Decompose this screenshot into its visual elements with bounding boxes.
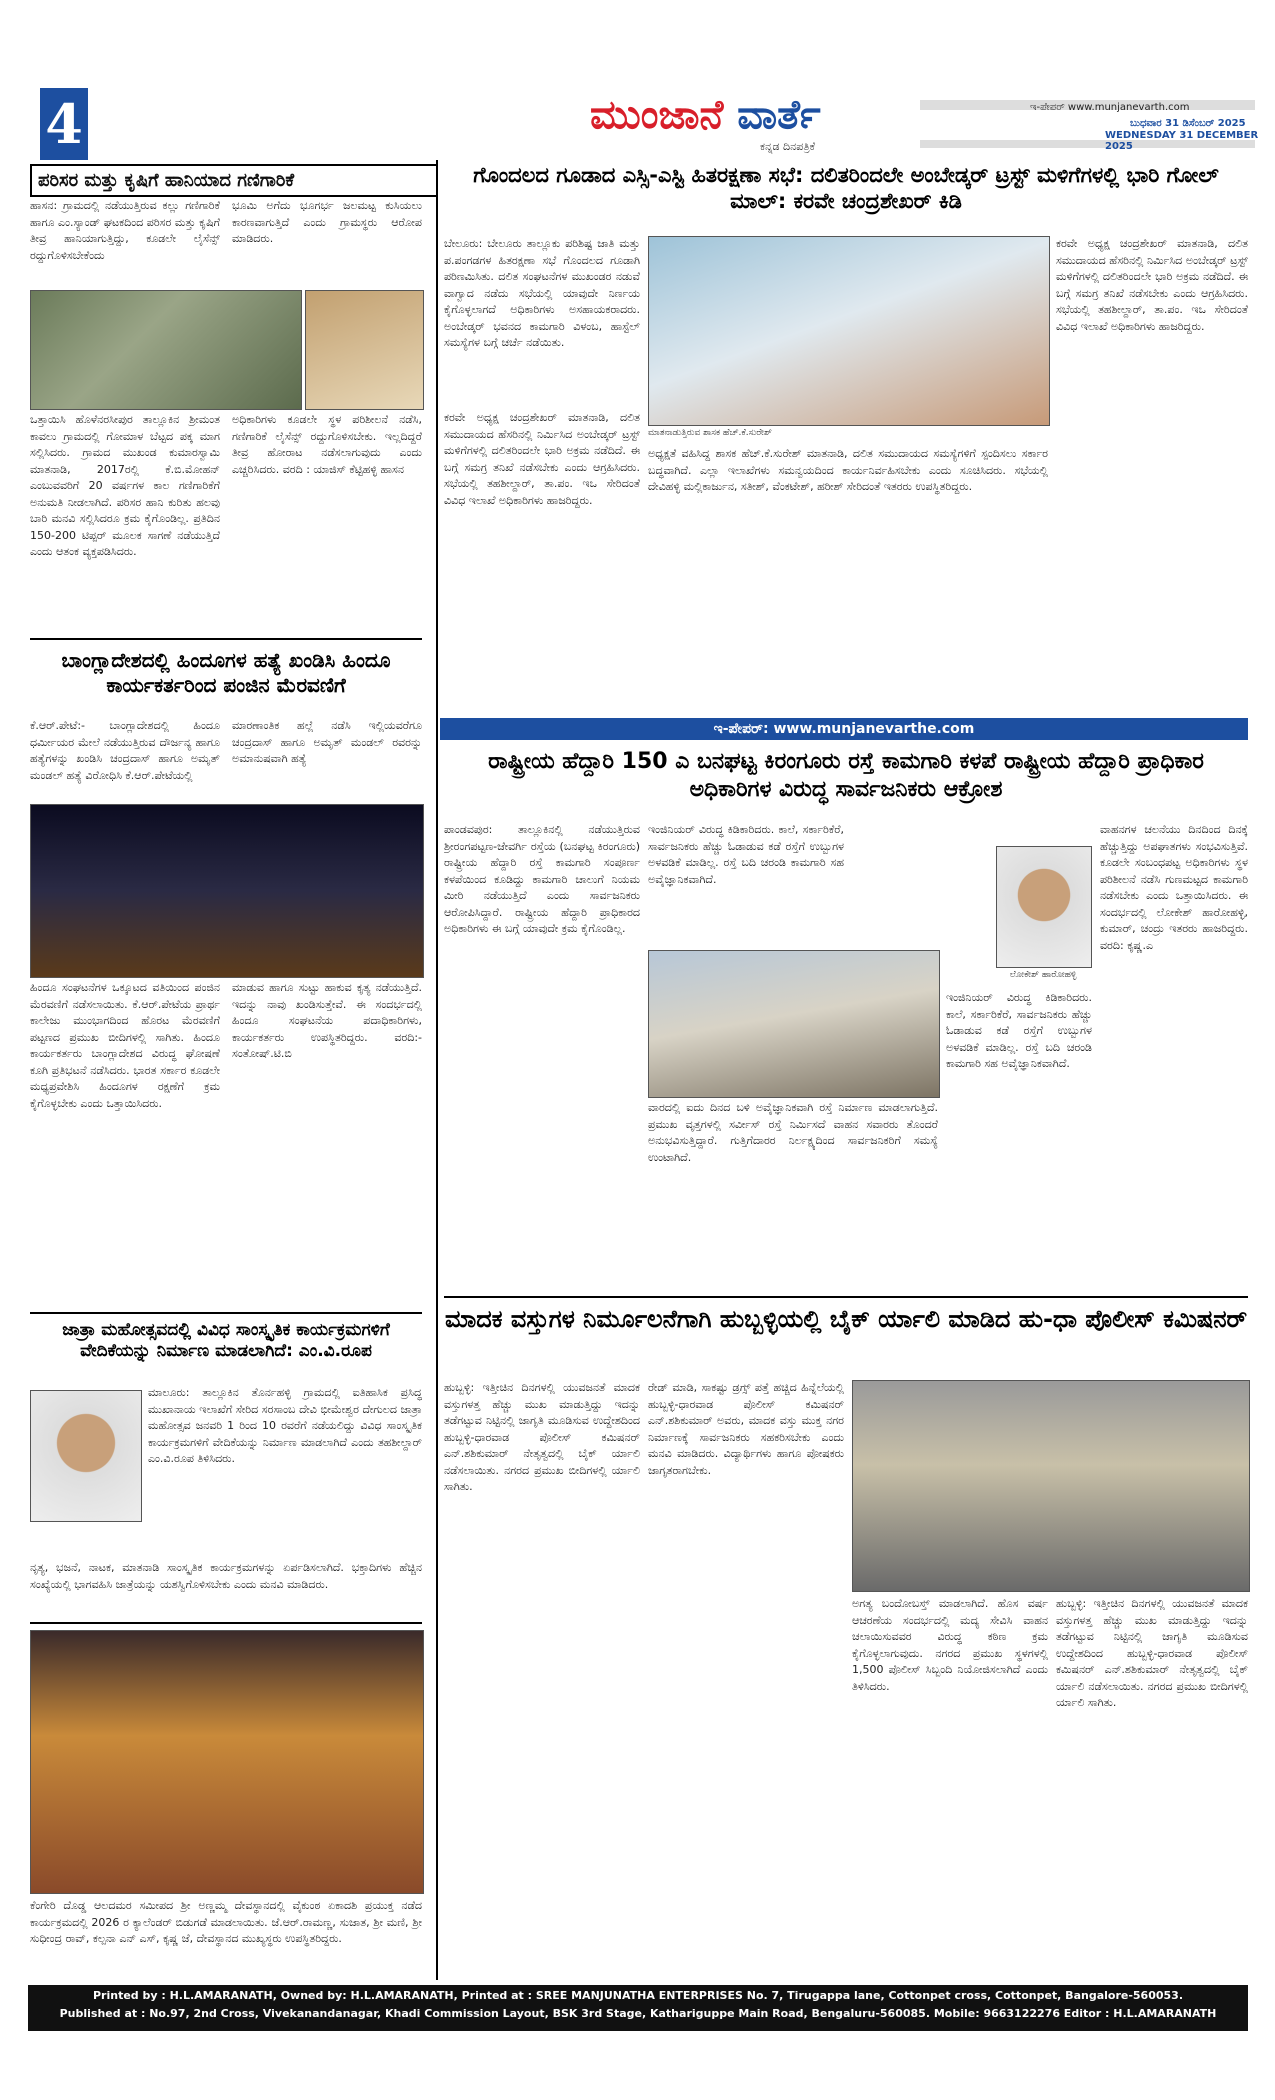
article-mining-body-2: ಭೂಮಿ ಅಗೆದು ಭೂಗರ್ಭ ಜಲಮಟ್ಟ ಕುಸಿಯಲು ಕಾರಣವಾಗುತ್ತಿದೆ ಎಂದು ಗ್ರಾಮಸ್ಥರು ಆರೋಪ ಮಾಡಿದರು.: [232, 199, 422, 245]
article-sc-st-body-1: ಬೇಲೂರು: ಬೇಲೂರು ತಾಲ್ಲೂಕು ಪರಿಶಿಷ್ಟ ಜಾತಿ ಮತ್ತು ಪ.ಪಂಗಡಗಳ ಹಿತರಕ್ಷಣಾ ಸಭೆ ಗೊಂದಲದ ಗೂಡಾಗಿ ಪರಿಣಮಿಸಿತು. ದಲಿತ ಸಂಘಟನೆಗಳ ಮುಖಂಡರ ನಡುವೆ ವಾಗ್ವಾದ ನಡೆದು ಸಭೆಯಲ್ಲಿ ಯಾವುದೇ ನಿರ್ಣಯ ಕೈಗೊಳ್ಳಲಾಗದೆ ಅಧಿಕಾರಿಗಳು ಅಸಹಾಯಕರಾದರು. ಅಂಬೇಡ್ಕರ್ ಭವನದ ಕಾಮಗಾರಿ ವಿಳಂಬ, ಹಾಸ್ಟೆಲ್ ಸಮಸ್ಯೆಗಳ ಬಗ್ಗೆ ಚರ್ಚೆ ನಡೆಯಿತು.: [444, 237, 640, 349]
article-sc-st-body-3: ಅಧ್ಯಕ್ಷತೆ ವಹಿಸಿದ್ದ ಶಾಸಕ ಹೆಚ್.ಕೆ.ಸುರೇಶ್ ಮಾತನಾಡಿ, ದಲಿತ ಸಮುದಾಯದ ಸಮಸ್ಯೆಗಳಿಗೆ ಸ್ಪಂದಿಸಲು ಸರ್ಕಾರ ಬದ್ಧವಾಗಿದೆ. ಎಲ್ಲಾ ಇಲಾಖೆಗಳು ಸಮನ್ವಯದಿಂದ ಕಾರ್ಯನಿರ್ವಹಿಸಬೇಕು ಎಂದು ಸೂಚಿಸಿದರು. ಸಭೆಯಲ್ಲಿ ದೇವಿಹಳ್ಳಿ ಮಲ್ಲಿಕಾರ್ಜುನ, ಸತೀಶ್, ವೆಂಕಟೇಶ್, ಹರೀಶ್ ಸೇರಿದಂತೆ ಇತರರು ಉಪಸ್ಥಿತರಿದ್ದರು.: [648, 447, 1048, 493]
header-site: ಇ-ಪೇಪರ್ www.munjanevarth.com: [1030, 102, 1190, 113]
article-highway-body-2: ಇಂಜಿನಿಯರ್ ವಿರುದ್ಧ ಕಿಡಿಕಾರಿದರು. ಕಾಲೆ, ಸರ್ಕಾರಿಕೆರೆ, ಸಾರ್ವಜನಿಕರು ಹೆಚ್ಚು ಓಡಾಡುವ ಕಡೆ ರಸ್ತೆಗೆ ಉಬ್ಬುಗಳ ಅಳವಡಿಕೆ ಮಾಡಿಲ್ಲ. ರಸ್ತೆ ಬದಿ ಚರಂಡಿ ಕಾಮಗಾರಿ ಸಹ ಅವೈಜ್ಞಾನಿಕವಾಗಿದೆ.: [648, 823, 844, 886]
article-mining-body-4: ಅಧಿಕಾರಿಗಳು ಕೂಡಲೇ ಸ್ಥಳ ಪರಿಶೀಲನೆ ನಡೆಸಿ, ಗಣಿಗಾರಿಕೆ ಲೈಸೆನ್ಸ್ ರದ್ದುಗೊಳಿಸಬೇಕು. ಇಲ್ಲದಿದ್ದರೆ ತೀವ್ರ ಹೋರಾಟ ನಡೆಸಲಾಗುವುದು ಎಂದು ಎಚ್ಚರಿಸಿದರು. ವರದಿ : ಯಾಜಿಸ್ ಕೆಟ್ಟಿಹಳ್ಳಿ ಹಾಸನ: [232, 413, 422, 476]
divider: [30, 1622, 422, 1624]
article-drug-rally-body-4: ಹುಬ್ಬಳ್ಳಿ: ಇತ್ತೀಚಿನ ದಿನಗಳಲ್ಲಿ ಯುವಜನತೆ ಮಾದಕ ವಸ್ತುಗಳತ್ತ ಹೆಚ್ಚು ಮುಖ ಮಾಡುತ್ತಿದ್ದು ಇದನ್ನು ತಡೆಗಟ್ಟುವ ನಿಟ್ಟಿನಲ್ಲಿ ಜಾಗೃತಿ ಮೂಡಿಸುವ ಉದ್ದೇಶದಿಂದ ಹುಬ್ಬಳ್ಳಿ-ಧಾರವಾಡ ಪೊಲೀಸ್ ಕಮಿಷನರ್ ಎನ್.ಶಶಿಕುಮಾರ್ ನೇತೃತ್ವದಲ್ಲಿ ಬೈಕ್ ರ್ಯಾಲಿ ನಡೆಸಲಾಯಿತು. ನಗರದ ಪ್ರಮುಖ ಬೀದಿಗಳಲ್ಲಿ ರ್ಯಾಲಿ ಸಾಗಿತು.: [1056, 1597, 1248, 1709]
column-divider: [436, 160, 438, 1980]
article-sc-st-body-side: ಕರವೇ ಅಧ್ಯಕ್ಷ ಚಂದ್ರಶೇಖರ್ ಮಾತನಾಡಿ, ದಲಿತ ಸಮುದಾಯದ ಹೆಸರಿನಲ್ಲಿ ನಿರ್ಮಿಸಿದ ಅಂಬೇಡ್ಕರ್ ಟ್ರಸ್ಟ್ ಮಳಿಗೆಗಳಲ್ಲಿ ದಲಿತರಿಂದಲೇ ಭಾರಿ ಅಕ್ರಮ ನಡೆದಿದೆ. ಈ ಬಗ್ಗೆ ಸಮಗ್ರ ತನಿಖೆ ನಡೆಸಬೇಕು ಎಂದು ಆಗ್ರಹಿಸಿದರು. ಸಭೆಯಲ್ಲಿ ತಹಶೀಲ್ದಾರ್, ತಾ.ಪಂ. ಇಒ ಸೇರಿದಂತೆ ವಿವಿಧ ಇಲಾಖೆ ಅಧಿಕಾರಿಗಳು ಹಾಜರಿದ್ದರು.: [1056, 237, 1248, 333]
lokesh-portrait-caption: ಲೋಕೇಶ್ ಹಾರೋಹಳ್ಳಿ: [1009, 970, 1077, 980]
divider: [30, 1312, 422, 1314]
divider: [444, 1296, 1248, 1298]
article-drug-rally-body-3: ಅಗತ್ಯ ಬಂದೋಬಸ್ತ್ ಮಾಡಲಾಗಿದೆ. ಹೊಸ ವರ್ಷ ಆಚರಣೆಯ ಸಂದರ್ಭದಲ್ಲಿ ಮದ್ಯ ಸೇವಿಸಿ ವಾಹನ ಚಲಾಯಿಸುವವರ ವಿರುದ್ಧ ಕಠಿಣ ಕ್ರಮ ಕೈಗೊಳ್ಳಲಾಗುವುದು. ನಗರದ ಪ್ರಮುಖ ಸ್ಥಳಗಳಲ್ಲಿ 1,500 ಪೊಲೀಸ್ ಸಿಬ್ಬಂದಿ ನಿಯೋಜಿಸಲಾಗಿದೆ ಎಂದು ತಿಳಿಸಿದರು.: [852, 1597, 1048, 1693]
lokesh-portrait-photo: [996, 846, 1092, 968]
article-highway-body-4: ವಾರದಲ್ಲಿ ಐದು ದಿನದ ಬಳಿ ಅವೈಜ್ಞಾನಿಕವಾಗಿ ರಸ್ತೆ ನಿರ್ಮಾಣ ಮಾಡಲಾಗುತ್ತಿದೆ. ಪ್ರಮುಖ ವೃತ್ತಗಳಲ್ಲಿ ಸರ್ವೀಸ್ ರಸ್ತೆ ನಿರ್ಮಿಸದೆ ವಾಹನ ಸವಾರರು ತೊಂದರೆ ಅನುಭವಿಸುತ್ತಿದ್ದಾರೆ. ಗುತ್ತಿಗೆದಾರರ ನಿರ್ಲಕ್ಷ್ಯದಿಂದ ಸಾರ್ವಜನಿಕರಿಗೆ ಸಮಸ್ಯೆ ಉಂಟಾಗಿದೆ.: [648, 1101, 938, 1164]
article-highway-body-3: ವಾಹನಗಳ ಚಲನೆಯು ದಿನದಿಂದ ದಿನಕ್ಕೆ ಹೆಚ್ಚುತ್ತಿದ್ದು ಅಪಘಾತಗಳು ಸಂಭವಿಸುತ್ತಿವೆ. ಕೂಡಲೇ ಸಂಬಂಧಪಟ್ಟ ಅಧಿಕಾರಿಗಳು ಸ್ಥಳ ಪರಿಶೀಲನೆ ನಡೆಸಿ ಗುಣಮಟ್ಟದ ಕಾಮಗಾರಿ ನಡೆಸಬೇಕು ಎಂದು ಒತ್ತಾಯಿಸಿದರು. ಈ ಸಂದರ್ಭದಲ್ಲಿ ಲೋಕೇಶ್ ಹಾರೋಹಳ್ಳಿ, ಕುಮಾರ್, ಚಂದ್ರು ಇತರರು ಹಾಜರಿದ್ದರು. ವರದಿ: ಕೃಷ್ಣ.ಎ: [1100, 823, 1248, 952]
mining-site-photo: [305, 290, 424, 410]
article-mining-body-3: ಒತ್ತಾಯಿಸಿ ಹೊಳೆನರಸೀಪುರ ತಾಲ್ಲೂಕಿನ ಶ್ರೀಮಂತ ಕಾವಲು ಗ್ರಾಮದಲ್ಲಿ ಗೋಮಾಳ ಬೆಟ್ಟದ ಪಕ್ಕ ಮಾಗ ಸಲ್ಲಿಸಿದರು. ಗ್ರಾಮದ ಮುಖಂಡ ಕುಮಾರಸ್ವಾಮಿ ಮಾತನಾಡಿ, 2017ರಲ್ಲಿ ಕೆ.ಬಿ.ಮೋಹನ್ ಎಂಬುವವರಿಗೆ 20 ವರ್ಷಗಳ ಕಾಲ ಗಣಿಗಾರಿಕೆಗೆ ಅನುಮತಿ ನೀಡಲಾಗಿದೆ. ಪರಿಸರ ಹಾನಿ ಕುರಿತು ಹಲವು ಬಾರಿ ಮನವಿ ಸಲ್ಲಿಸಿದರೂ ಕ್ರಮ ಕೈಗೊಂಡಿಲ್ಲ. ಪ್ರತಿದಿನ 150-200 ಟಿಪ್ಪರ್ ಮೂಲಕ ಸಾಗಣೆ ನಡೆಯುತ್ತಿದೆ ಎಂದು ಆತಂಕ ವ್ಯಕ್ತಪಡಿಸಿದರು.: [30, 413, 220, 558]
header-date-kannada: ಬುಧವಾರ 31 ಡಿಸೆಂಬರ್ 2025: [1130, 118, 1246, 129]
article-bangladesh-body-2: ಮಾರಣಾಂತಿಕ ಹಲ್ಲೆ ನಡೆಸಿ ಇಲ್ಲಿಯವರೆಗೂ ಚಂದ್ರದಾಸ್ ಹಾಗೂ ಅಮೃತ್ ಮಂಡಲ್ ರವರನ್ನು ಅಮಾನುಷವಾಗಿ ಹತ್ಯೆ: [232, 719, 422, 765]
article-bangladesh-body-1: ಕೆ.ಆರ್.ಪೇಟೆ:- ಬಾಂಗ್ಲಾದೇಶದಲ್ಲಿ ಹಿಂದೂ ಧರ್ಮೀಯರ ಮೇಲೆ ನಡೆಯುತ್ತಿರುವ ದೌರ್ಜನ್ಯ ಹಾಗೂ ಹತ್ಯೆಗಳನ್ನು ಖಂಡಿಸಿ ಚಂದ್ರದಾಸ್ ಹಾಗೂ ಅಮೃತ್ ಮಂಡಲ್ ಹತ್ಯೆ ವಿರೋಧಿಸಿ ಕೆ.ಆರ್.ಪೇಟೆಯಲ್ಲಿ: [30, 719, 220, 782]
imprint-line-1: Printed by : H.L.AMARANATH, Owned by: H.L.AMARANATH, Printed at : SREE MANJUNATHA ENTERPRISES No. 7, Tirugappa lane, Cottonpet cross, Cottonpet, Bangalore-560053.: [92, 1989, 1183, 2002]
masthead-tagline: ಕನ್ನಡ ದಿನಪತ್ರಿಕೆ: [760, 140, 816, 153]
divider: [30, 638, 422, 640]
imprint-line-2: Published at : No.97, 2nd Cross, Vivekanandanagar, Khadi Commission Layout, BSK 3rd Stage, Kathariguppe Main Road, Bengaluru-560085. Mobile: 9663122276 Editor : H.L.AMARANATH: [59, 2006, 1217, 2020]
article-jatra-headline: ಜಾತ್ರಾ ಮಹೋತ್ಸವದಲ್ಲಿ ವಿವಿಧ ಸಾಂಸ್ಕೃತಿಕ ಕಾರ್ಯಕ್ರಮಗಳಿಗೆ ವೇದಿಕೆಯನ್ನು ನಿರ್ಮಾಣ ಮಾಡಲಾಗಿದೆ: ಎಂ.ವಿ.ರೂಪ: [62, 1320, 390, 1362]
article-bangladesh-body-3: ಹಿಂದೂ ಸಂಘಟನೆಗಳ ಒಕ್ಕೂಟದ ವತಿಯಿಂದ ಪಂಜಿನ ಮೆರವಣಿಗೆ ನಡೆಸಲಾಯಿತು. ಕೆ.ಆರ್.ಪೇಟೆಯ ಪ್ರಾರ್ಥ ಕಾಲೇಜು ಮುಂಭಾಗದಿಂದ ಹೊರಟ ಮೆರವಣಿಗೆ ಪಟ್ಟಣದ ಪ್ರಮುಖ ಬೀದಿಗಳಲ್ಲಿ ಸಾಗಿತು. ಹಿಂದೂ ಕಾರ್ಯಕರ್ತರು ಬಾಂಗ್ಲಾದೇಶದ ವಿರುದ್ಧ ಘೋಷಣೆ ಕೂಗಿ ಪ್ರತಿಭಟನೆ ನಡೆಸಿದರು. ಭಾರತ ಸರ್ಕಾರ ಕೂಡಲೇ ಮಧ್ಯಪ್ರವೇಶಿಸಿ ಹಿಂದೂಗಳ ರಕ್ಷಣೆಗೆ ಕ್ರಮ ಕೈಗೊಳ್ಳಬೇಕು ಎಂದು ಒತ್ತಾಯಿಸಿದರು.: [30, 981, 220, 1110]
article-drug-rally-headline: ಮಾದಕ ವಸ್ತುಗಳ ನಿರ್ಮೂಲನೆಗಾಗಿ ಹುಬ್ಬಳ್ಳಿಯಲ್ಲಿ ಬೈಕ್ ರ್ಯಾಲಿ ಮಾಡಿದ ಹು-ಧಾ ಪೊಲೀಸ್ ಕಮಿಷನರ್: [444, 1305, 1248, 1333]
calendar-release-photo: [30, 1630, 424, 1894]
imprint-footer: [28, 1985, 1248, 2031]
article-highway-body-1: ಪಾಂಡವಪುರ: ತಾಲ್ಲೂಕಿನಲ್ಲಿ ನಡೆಯುತ್ತಿರುವ ಶ್ರೀರಂಗಪಟ್ಟಣ-ಜೇವರ್ಗಿ ರಸ್ತೆಯ (ಬನಘಟ್ಟ ಕಿರಂಗೂರು) ರಾಷ್ಟ್ರೀಯ ಹೆದ್ದಾರಿ ರಸ್ತೆ ಕಾಮಗಾರಿ ಸಂಪೂರ್ಣ ಕಳಪೆಯಿಂದ ಕೂಡಿದ್ದು ಕಾಮಗಾರಿ ಚಾಲುಗೆ ನಿಯಮ ಮೀರಿ ನಡೆಯುತ್ತಿದೆ ಎಂದು ಸಾರ್ವಜನಿಕರು ಆರೋಪಿಸಿದ್ದಾರೆ. ರಾಷ್ಟ್ರೀಯ ಹೆದ್ದಾರಿ ಪ್ರಾಧಿಕಾರದ ಅಧಿಕಾರಿಗಳು ಈ ಬಗ್ಗೆ ಯಾವುದೇ ಕ್ರಮ ಕೈಗೊಂಡಿಲ್ಲ.: [444, 823, 640, 935]
article-bangladesh-headline: ಬಾಂಗ್ಲಾದೇಶದಲ್ಲಿ ಹಿಂದೂಗಳ ಹತ್ಯೆ ಖಂಡಿಸಿ ಹಿಂದೂ ಕಾರ್ಯಕರ್ತರಿಂದ ಪಂಜಿನ ಮೆರವಣಿಗೆ: [61, 648, 391, 697]
article-mining-headline: ಪರಿಸರ ಮತ್ತು ಕೃಷಿಗೆ ಹಾನಿಯಾದ ಗಣಿಗಾರಿಕೆ: [30, 164, 438, 197]
article-sc-st-headline: ಗೊಂದಲದ ಗೂಡಾದ ಎಸ್ಸಿ-ಎಸ್ಟಿ ಹಿತರಕ್ಷಣಾ ಸಭೆ: ದಲಿತರಿಂದಲೇ ಅಂಬೇಡ್ಕರ್ ಟ್ರಸ್ಟ್ ಮಳಿಗೆಗಳಲ್ಲಿ ಭಾರಿ ಗೋಲ್ ಮಾಲ್: ಕರವೇ ಚಂದ್ರಶೇಖರ್ ಕಿಡಿ: [473, 163, 1219, 214]
article-highway-body-5: ಇಂಜಿನಿಯರ್ ವಿರುದ್ಧ ಕಿಡಿಕಾರಿದರು. ಕಾಲೆ, ಸರ್ಕಾರಿಕೆರೆ, ಸಾರ್ವಜನಿಕರು ಹೆಚ್ಚು ಓಡಾಡುವ ಕಡೆ ರಸ್ತೆಗೆ ಉಬ್ಬುಗಳ ಅಳವಡಿಕೆ ಮಾಡಿಲ್ಲ. ರಸ್ತೆ ಬದಿ ಚರಂಡಿ ಕಾಮಗಾರಿ ಸಹ ಅವೈಜ್ಞಾನಿಕವಾಗಿದೆ.: [946, 991, 1092, 1070]
meeting-photo-caption: ಮಾತನಾಡುತ್ತಿರುವ ಶಾಸಕ ಹೆಚ್.ಕೆ.ಸುರೇಶ್: [648, 428, 772, 438]
torch-rally-photo: [30, 804, 424, 978]
masthead-part-b: ವಾರ್ತೆ: [737, 92, 821, 138]
calendar-release-caption: ಕೆಂಗೇರಿ ದೊಡ್ಡ ಆಲದಮರ ಸಮೀಪದ ಶ್ರೀ ಅಣ್ಣಮ್ಮ ದೇವಸ್ಥಾನದಲ್ಲಿ ವೈಕುಂಠ ಏಕಾದಶಿ ಪ್ರಯುಕ್ತ ನಡೆದ ಕಾರ್ಯಕ್ರಮದಲ್ಲಿ 2026 ರ ಕ್ಯಾಲೆಂಡರ್ ಬಿಡುಗಡೆ ಮಾಡಲಾಯಿತು. ಜೆ.ಆರ್.ರಾಮಣ್ಣ, ಸುಜಾತ, ಶ್ರೀ ಮಣಿ, ಶ್ರೀ ಸುಧೀಂದ್ರ ರಾವ್, ಕಲ್ಪನಾ ಎನ್ ಎಸ್, ಕೃಷ್ಣ ಜೆ, ದೇವಸ್ಥಾನದ ಮುಖ್ಯಸ್ಥರು ಉಪಸ್ಥಿತರಿದ್ದರು.: [30, 1899, 422, 1945]
mining-protest-photo: [30, 290, 302, 410]
masthead-part-a: ಮುಂಜಾನೆ: [590, 92, 724, 138]
epaper-banner[interactable]: ಇ-ಪೇಪರ್: www.munjanevarthe.com: [440, 718, 1248, 740]
article-highway-headline: ರಾಷ್ಟ್ರೀಯ ಹೆದ್ದಾರಿ 150 ಎ ಬನಘಟ್ಟ ಕಿರಂಗೂರು ರಸ್ತೆ ಕಾಮಗಾರಿ ಕಳಪೆ ರಾಷ್ಟ್ರೀಯ ಹೆದ್ದಾರಿ ಪ್ರಾಧಿಕಾರ ಅಧಿಕಾರಿಗಳ ವಿರುದ್ಧ ಸಾರ್ವಜನಿಕರು ಆಕ್ರೋಶ: [488, 749, 1204, 802]
article-drug-rally-body-2: ರೇಡ್ ಮಾಡಿ, ಸಾಕಷ್ಟು ಡ್ರಗ್ಸ್ ಪತ್ತೆ ಹಚ್ಚಿದ ಹಿನ್ನೆಲೆಯಲ್ಲಿ ಹುಬ್ಬಳ್ಳಿ-ಧಾರವಾಡ ಪೊಲೀಸ್ ಕಮಿಷನರ್ ಎನ್.ಶಶಿಕುಮಾರ್ ಅವರು, ಮಾದಕ ವಸ್ತು ಮುಕ್ತ ನಗರ ನಿರ್ಮಾಣಕ್ಕೆ ಸಾರ್ವಜನಿಕರು ಸಹಕರಿಸಬೇಕು ಎಂದು ಮನವಿ ಮಾಡಿದರು. ವಿದ್ಯಾರ್ಥಿಗಳು ಹಾಗೂ ಪೋಷಕರು ಜಾಗೃತರಾಗಬೇಕು.: [648, 1381, 844, 1477]
page-number: 4: [40, 88, 88, 160]
rupa-portrait-photo: [30, 1390, 142, 1522]
article-bangladesh-body-4: ಮಾಡುವ ಹಾಗೂ ಸುಟ್ಟು ಹಾಕುವ ಕೃತ್ಯ ನಡೆಯುತ್ತಿದೆ. ಇದನ್ನು ನಾವು ಖಂಡಿಸುತ್ತೇವೆ. ಈ ಸಂದರ್ಭದಲ್ಲಿ ಹಿಂದೂ ಸಂಘಟನೆಯ ಪದಾಧಿಕಾರಿಗಳು, ಕಾರ್ಯಕರ್ತರು ಉಪಸ್ಥಿತರಿದ್ದರು. ವರದಿ:- ಸಂತೋಷ್.ಟಿ.ಬಿ: [232, 981, 422, 1060]
masthead: [590, 92, 821, 138]
article-jatra-body-1: ಮಾಲೂರು: ತಾಲ್ಲೂಕಿನ ತೊರ್ನಹಳ್ಳಿ ಗ್ರಾಮದಲ್ಲಿ ಐತಿಹಾಸಿಕ ಪ್ರಸಿದ್ಧ ಮುಖಾನಾಯ ಇಲಾಖೆಗೆ ಸೇರಿದ ಸರಸಾಂಬ ದೇವಿ ಭೀಮೇಶ್ವರ ದೇಗುಲದ ಜಾತ್ರಾ ಮಹೋತ್ಸವ ಜನವರಿ 1 ರಿಂದ 10 ರವರೆಗೆ ನಡೆಯಲಿದ್ದು ವಿವಿಧ ಸಾಂಸ್ಕೃತಿಕ ಕಾರ್ಯಕ್ರಮಗಳಿಗೆ ವೇದಿಕೆಯನ್ನು ನಿರ್ಮಾಣ ಮಾಡಲಾಗಿದೆ ಎಂದು ತಹಶೀಲ್ದಾರ್ ಎಂ.ವಿ.ರೂಪ ತಿಳಿಸಿದರು.: [148, 1386, 422, 1465]
highway-road-photo: [648, 950, 940, 1098]
header-date-english: WEDNESDAY 31 DECEMBER 2025: [1105, 130, 1259, 152]
police-bike-rally-photo: [852, 1380, 1250, 1592]
article-mining-body-1: ಹಾಸನ: ಗ್ರಾಮದಲ್ಲಿ ನಡೆಯುತ್ತಿರುವ ಕಲ್ಲು ಗಣಿಗಾರಿಕೆ ಹಾಗೂ ಎಂ.ಸ್ಯಾಂಡ್ ಘಟಕದಿಂದ ಪರಿಸರ ಮತ್ತು ಕೃಷಿಗೆ ತೀವ್ರ ಹಾನಿಯಾಗುತ್ತಿದ್ದು, ಕೂಡಲೇ ಲೈಸೆನ್ಸ್ ರದ್ದುಗೊಳಿಸಬೇಕೆಂದು: [30, 199, 220, 262]
meeting-photo: [648, 236, 1050, 426]
article-drug-rally-body-1: ಹುಬ್ಬಳ್ಳಿ: ಇತ್ತೀಚಿನ ದಿನಗಳಲ್ಲಿ ಯುವಜನತೆ ಮಾದಕ ವಸ್ತುಗಳತ್ತ ಹೆಚ್ಚು ಮುಖ ಮಾಡುತ್ತಿದ್ದು ಇದನ್ನು ತಡೆಗಟ್ಟುವ ನಿಟ್ಟಿನಲ್ಲಿ ಜಾಗೃತಿ ಮೂಡಿಸುವ ಉದ್ದೇಶದಿಂದ ಹುಬ್ಬಳ್ಳಿ-ಧಾರವಾಡ ಪೊಲೀಸ್ ಕಮಿಷನರ್ ಎನ್.ಶಶಿಕುಮಾರ್ ನೇತೃತ್ವದಲ್ಲಿ ಬೈಕ್ ರ್ಯಾಲಿ ನಡೆಸಲಾಯಿತು. ನಗರದ ಪ್ರಮುಖ ಬೀದಿಗಳಲ್ಲಿ ರ್ಯಾಲಿ ಸಾಗಿತು.: [444, 1381, 640, 1493]
article-jatra-body-2: ನೃತ್ಯ, ಭಜನೆ, ನಾಟಕ, ಮಾತನಾಡಿ ಸಾಂಸ್ಕೃತಿಕ ಕಾರ್ಯಕ್ರಮಗಳನ್ನು ಏರ್ಪಡಿಸಲಾಗಿದೆ. ಭಕ್ತಾದಿಗಳು ಹೆಚ್ಚಿನ ಸಂಖ್ಯೆಯಲ್ಲಿ ಭಾಗವಹಿಸಿ ಜಾತ್ರೆಯನ್ನು ಯಶಸ್ವಿಗೊಳಿಸಬೇಕು ಎಂದು ಮನವಿ ಮಾಡಿದರು.: [30, 1561, 422, 1591]
article-sc-st-body-2: ಕರವೇ ಅಧ್ಯಕ್ಷ ಚಂದ್ರಶೇಖರ್ ಮಾತನಾಡಿ, ದಲಿತ ಸಮುದಾಯದ ಹೆಸರಿನಲ್ಲಿ ನಿರ್ಮಿಸಿದ ಅಂಬೇಡ್ಕರ್ ಟ್ರಸ್ಟ್ ಮಳಿಗೆಗಳಲ್ಲಿ ದಲಿತರಿಂದಲೇ ಭಾರಿ ಅಕ್ರಮ ನಡೆದಿದೆ. ಈ ಬಗ್ಗೆ ಸಮಗ್ರ ತನಿಖೆ ನಡೆಸಬೇಕು ಎಂದು ಆಗ್ರಹಿಸಿದರು. ಸಭೆಯಲ್ಲಿ ತಹಶೀಲ್ದಾರ್, ತಾ.ಪಂ. ಇಒ ಸೇರಿದಂತೆ ವಿವಿಧ ಇಲಾಖೆ ಅಧಿಕಾರಿಗಳು ಹಾಜರಿದ್ದರು.: [444, 411, 640, 507]
